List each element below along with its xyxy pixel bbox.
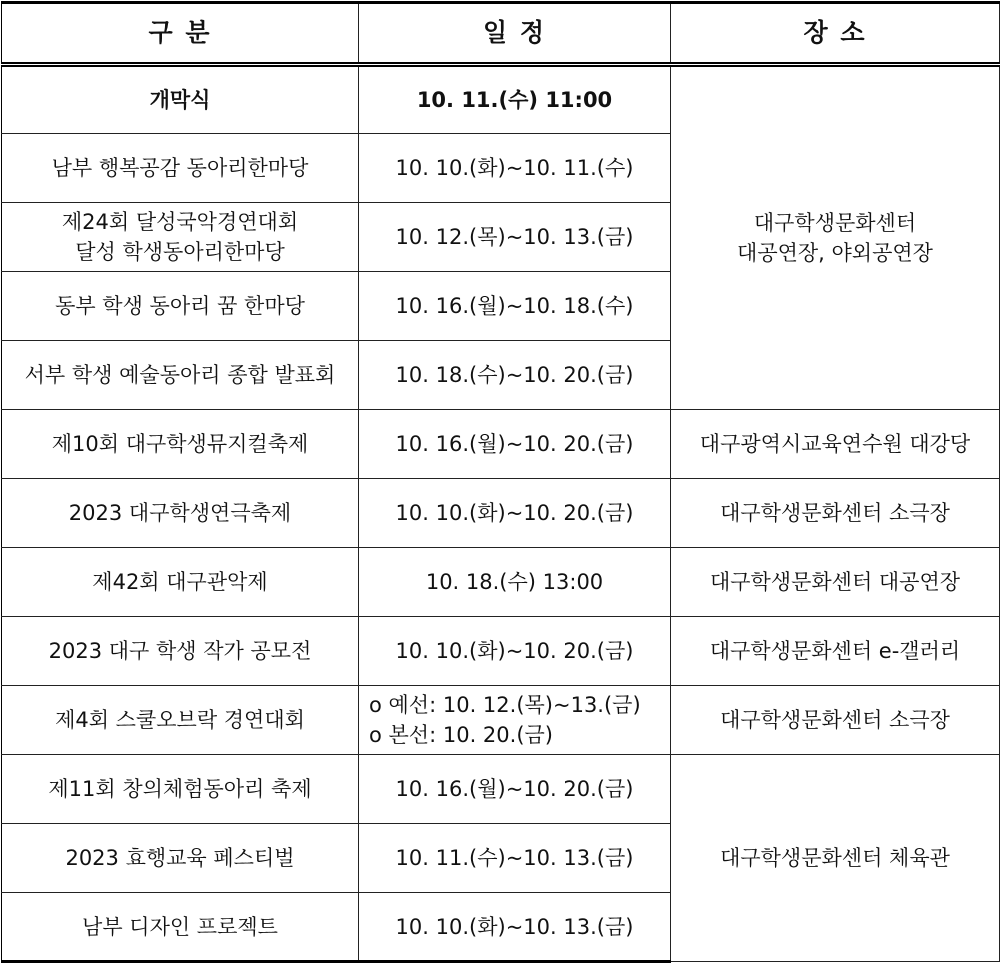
event-schedule-table	[1, 1, 1000, 963]
category-cell: 제4회 스쿨오브락 경연대회	[2, 686, 359, 755]
schedule-cell: 10. 16.(월)~10. 20.(금)	[359, 755, 671, 824]
category-line: 달성 학생동아리한마당	[75, 240, 285, 264]
schedule-cell	[359, 686, 671, 755]
table-row	[2, 617, 1000, 686]
category-cell: 서부 학생 예술동아리 종합 발표회	[2, 341, 359, 410]
category-cell: 제42회 대구관악제	[2, 548, 359, 617]
schedule-cell: 10. 11.(수)~10. 13.(금)	[359, 824, 671, 893]
table-row	[2, 686, 1000, 755]
venue-cell: 대구학생문화센터 e-갤러리	[671, 617, 1000, 686]
venue-line: 대구학생문화센터	[753, 211, 917, 235]
table-row	[2, 479, 1000, 548]
category-cell: 2023 대구학생연극축제	[2, 479, 359, 548]
header-venue: 장 소	[671, 3, 1000, 65]
schedule-cell: 10. 11.(수) 11:00	[359, 65, 671, 134]
table-header-row	[2, 3, 1000, 65]
category-line: 제24회 달성국악경연대회	[61, 210, 299, 234]
schedule-cell: 10. 10.(화)~10. 20.(금)	[359, 479, 671, 548]
venue-line: 대공연장, 야외공연장	[737, 241, 933, 265]
venue-cell: 대구광역시교육연수원 대강당	[671, 410, 1000, 479]
table-row	[2, 410, 1000, 479]
category-cell: 2023 효행교육 페스티벌	[2, 824, 359, 893]
schedule-line: o 본선: 10. 20.(금)	[369, 723, 553, 747]
table-row	[2, 548, 1000, 617]
category-cell: 동부 학생 동아리 꿈 한마당	[2, 272, 359, 341]
schedule-cell: 10. 10.(화)~10. 13.(금)	[359, 893, 671, 962]
category-cell: 남부 디자인 프로젝트	[2, 893, 359, 962]
schedule-cell: 10. 10.(화)~10. 11.(수)	[359, 134, 671, 203]
venue-cell: 대구학생문화센터 소극장	[671, 686, 1000, 755]
schedule-cell: 10. 16.(월)~10. 20.(금)	[359, 410, 671, 479]
header-category: 구 분	[2, 3, 359, 65]
venue-cell-merged	[671, 65, 1000, 410]
category-cell: 제10회 대구학생뮤지컬축제	[2, 410, 359, 479]
category-cell: 제11회 창의체험동아리 축제	[2, 755, 359, 824]
schedule-cell: 10. 16.(월)~10. 18.(수)	[359, 272, 671, 341]
header-schedule: 일 정	[359, 3, 671, 65]
venue-cell-merged: 대구학생문화센터 체육관	[671, 755, 1000, 962]
category-cell: 2023 대구 학생 작가 공모전	[2, 617, 359, 686]
category-cell: 남부 행복공감 동아리한마당	[2, 134, 359, 203]
schedule-cell: 10. 18.(수)~10. 20.(금)	[359, 341, 671, 410]
table-row	[2, 65, 1000, 134]
schedule-line: o 예선: 10. 12.(목)~13.(금)	[369, 693, 641, 717]
venue-cell: 대구학생문화센터 대공연장	[671, 548, 1000, 617]
venue-cell: 대구학생문화센터 소극장	[671, 479, 1000, 548]
schedule-cell: 10. 18.(수) 13:00	[359, 548, 671, 617]
schedule-cell: 10. 12.(목)~10. 13.(금)	[359, 203, 671, 272]
table-row	[2, 755, 1000, 824]
category-cell	[2, 203, 359, 272]
schedule-cell: 10. 10.(화)~10. 20.(금)	[359, 617, 671, 686]
category-cell: 개막식	[2, 65, 359, 134]
